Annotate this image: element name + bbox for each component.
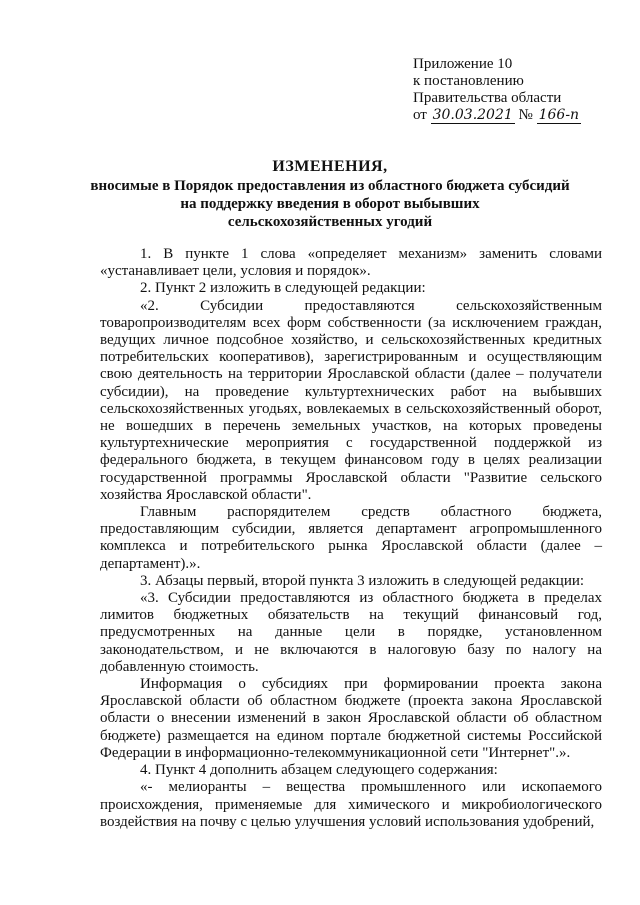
- document-title: [60, 158, 600, 231]
- handwritten-date: 30.03.2021: [432, 107, 513, 123]
- paragraph-9: «- мелиоранты – вещества промышленного или ископаемого происхождения, применяемые для химического и микробиологического воздействия на почву с целью улучшения условий использования удобрений,: [100, 779, 602, 830]
- date-prefix: от: [413, 107, 427, 123]
- number-prefix: №: [518, 107, 533, 123]
- title-line-4: сельскохозяйственных угодий: [227, 214, 433, 230]
- appendix-block: [413, 56, 628, 124]
- paragraph-8: 4. Пункт 4 дополнить абзацем следующего содержания:: [140, 762, 498, 779]
- paragraph-5: 3. Абзацы первый, второй пункта 3 изложить в следующей редакции:: [140, 572, 585, 589]
- paragraph-2: 2. Пункт 2 изложить в следующей редакции:: [140, 280, 426, 297]
- appendix-line-2: к постановлению: [413, 73, 524, 89]
- paragraph-7: Информация о субсидиях при формировании проекта закона Ярославской области об областном бюджете (проекта закона Ярославской области о внесении изменений в закон Ярославской области об областном бюджете) размещается на едином портале бюджетной системы Российской Федерации в информационно-телекоммуникационной сети "Интернет".».: [100, 676, 602, 761]
- paragraph-4: Главным распорядителем средств областного бюджета, предоставляющим субсидии, является департамент агропромышленного комплекса и потребительского рынка Ярославской области (далее – департамент).».: [100, 504, 602, 572]
- appendix-date-line: [413, 107, 628, 124]
- document-body: [100, 246, 602, 831]
- appendix-line-3: Правительства области: [413, 90, 562, 106]
- title-line-3: на поддержку введения в оборот выбывших: [180, 196, 480, 212]
- title-line-2: вносимые в Порядок предоставления из областного бюджета субсидий: [90, 178, 570, 194]
- paragraph-1: 1. В пункте 1 слова «определяет механизм» заменить словами «устанавливает цели, условия и порядок».: [100, 246, 602, 280]
- title-main: ИЗМЕНЕНИЯ,: [272, 158, 388, 175]
- handwritten-number: 166-п: [538, 107, 580, 123]
- appendix-line-1: Приложение 10: [413, 56, 513, 72]
- paragraph-6: «3. Субсидии предоставляются из областного бюджета в пределах лимитов бюджетных обязательств на текущий финансовый год, предусмотренных на данные цели в порядке, установленном законодательством, и не включаются в налоговую базу по налогу на добавленную стоимость.: [100, 590, 602, 675]
- paragraph-3: «2. Субсидии предоставляются сельскохозяйственным товаропроизводителям всех форм собственности (за исключением граждан, ведущих личное подсобное хозяйство, и сельскохозяйственных кредитных потребительских кооперативов), зарегистрированным и осуществляющим свою деятельность на территории Ярославской области (далее – получатели субсидии), на проведение культуртехнических работ на выбывших сельскохозяйственных угодьях, вовлекаемых в сельскохозяйственный оборот, не вошедших в перечень земельных участков, на которых проведены культуртехнические мероприятия с государственной поддержкой из федерального бюджета, в текущем финансовом году в целях реализации государственной программы Ярославской области "Развитие сельского хозяйства Ярославской области".: [100, 297, 602, 503]
